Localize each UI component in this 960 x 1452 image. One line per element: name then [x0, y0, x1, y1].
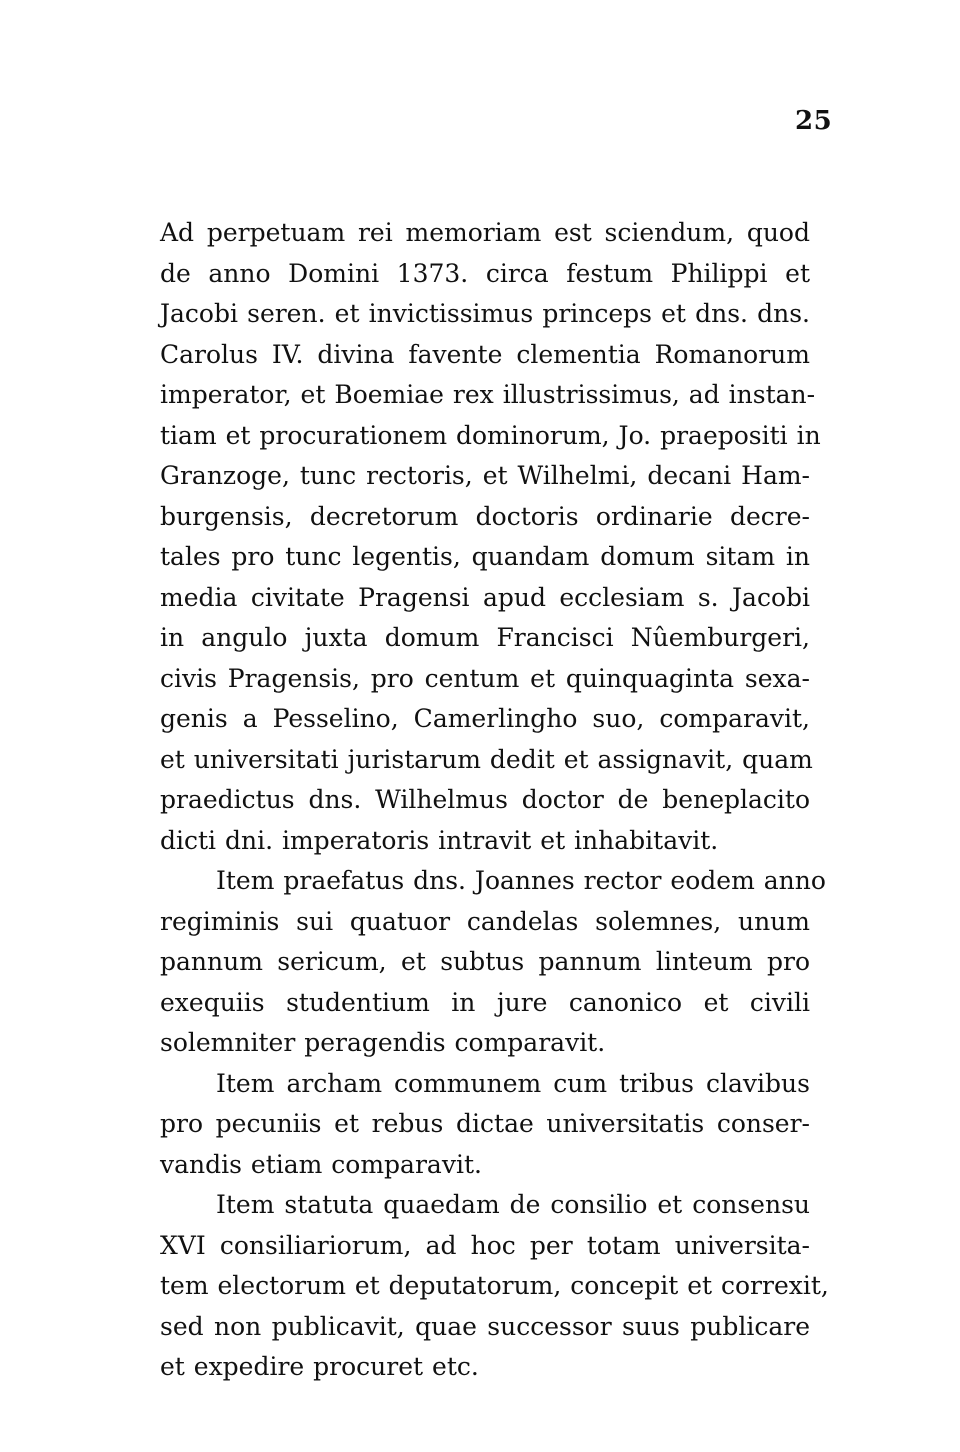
page-number: 25	[795, 106, 833, 136]
body-text	[160, 213, 829, 1388]
text-line: genis a Pesselino, Camerlingho suo, comparavit,	[160, 704, 810, 733]
text-line: Item statuta quaedam de consilio et consensu	[216, 1190, 810, 1219]
text-line: Granzoge, tunc rectoris, et Wilhelmi, decani Ham-	[160, 461, 810, 490]
paragraph-3	[160, 1064, 810, 1186]
text-line: in angulo juxta domum Francisci Nûemburgeri,	[160, 623, 810, 652]
text-line: et expedire procuret etc.	[160, 1352, 479, 1381]
text-line: tem electorum et deputatorum, concepit et correxit,	[160, 1271, 829, 1300]
text-line: tiam et procurationem dominorum, Jo. praepositi in	[160, 420, 821, 450]
text-line: tales pro tunc legentis, quandam domum sitam in	[160, 542, 810, 571]
text-line: media civitate Pragensi apud ecclesiam s. Jacobi	[160, 582, 810, 612]
text-line: XVI consiliariorum, ad hoc per totam universita-	[160, 1230, 810, 1260]
paragraph-1	[160, 213, 821, 861]
text-line: exequiis studentium in jure canonico et civili	[160, 987, 810, 1017]
text-line: Item archam communem cum tribus clavibus	[216, 1068, 810, 1098]
text-line: pro pecuniis et rebus dictae universitatis conser-	[160, 1109, 810, 1138]
paragraph-2	[160, 861, 826, 1064]
text-line: civis Pragensis, pro centum et quinquaginta sexa-	[160, 663, 810, 693]
text-line: Ad perpetuam rei memoriam est sciendum, quod	[160, 218, 810, 247]
text-line: regiminis sui quatuor candelas solemnes, unum	[160, 906, 810, 936]
text-line: burgensis, decretorum doctoris ordinarie decre-	[160, 501, 810, 531]
text-line: pannum sericum, et subtus pannum linteum pro	[160, 947, 810, 976]
text-line: et universitati juristarum dedit et assignavit, quam	[160, 744, 813, 774]
text-line: Jacobi seren. et invictissimus princeps et dns. dns.	[160, 299, 810, 328]
text-line: sed non publicavit, quae successor suus publicare	[160, 1311, 810, 1341]
text-line: de anno Domini 1373. circa festum Philippi et	[160, 258, 810, 288]
text-line: Carolus IV. divina favente clementia Romanorum	[160, 339, 810, 369]
text-line: solemniter peragendis comparavit.	[160, 1028, 606, 1057]
paragraph-4	[160, 1185, 829, 1388]
text-line: praedictus dns. Wilhelmus doctor de beneplacito	[160, 785, 810, 814]
text-line: Item praefatus dns. Joannes rector eodem anno	[216, 866, 826, 895]
text-line: vandis etiam comparavit.	[160, 1149, 482, 1179]
text-line: imperator, et Boemiae rex illustrissimus, ad instan-	[160, 380, 816, 409]
text-line: dicti dni. imperatoris intravit et inhabitavit.	[160, 825, 719, 855]
